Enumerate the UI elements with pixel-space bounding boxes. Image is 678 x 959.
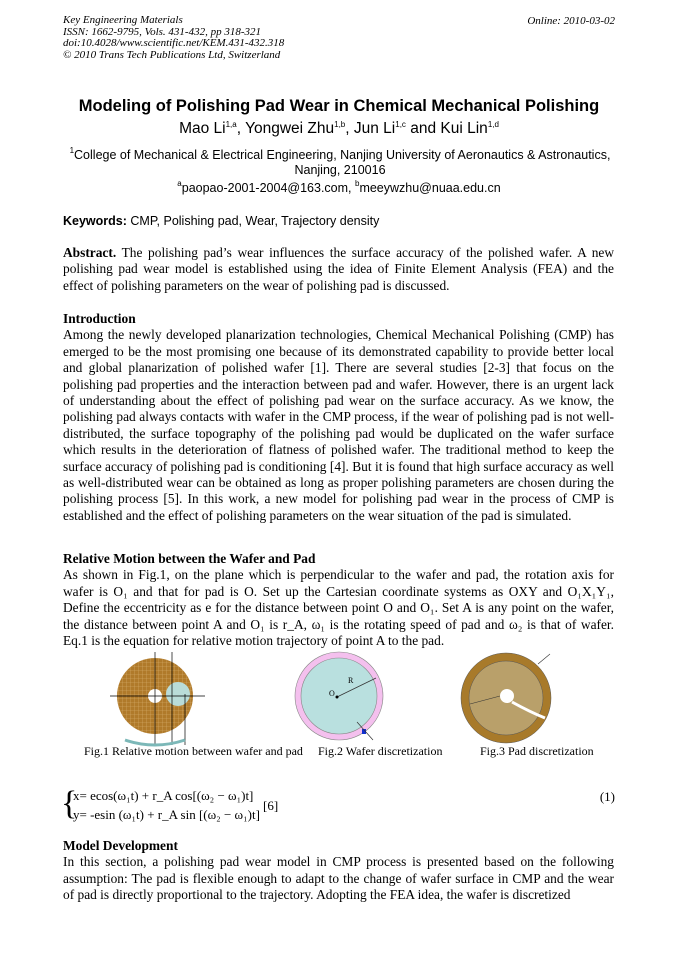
issn: ISSN: 1662-9795, Vols. 431-432, pp 318-321 — [63, 25, 261, 38]
keywords — [63, 214, 379, 228]
fig3-diagram — [460, 652, 560, 744]
email-b[interactable]: meeywzhu@nuaa.edu.cn — [359, 181, 501, 195]
keywords-text: CMP, Polishing pad, Wear, Trajectory density — [126, 214, 380, 228]
section-text: In this section, a polishing pad wear model in CMP process is presented based on the following assumption: The pad is flexible enough to adapt to the change of wafer surface in CMP and the wear of pad is directly proportional to the trajectory. Adopting the FEA idea, the wafer is discretized — [63, 854, 614, 903]
doi: doi:10.4028/www.scientific.net/KEM.431-432.318 — [63, 37, 285, 49]
equation-1 — [61, 785, 279, 824]
copyright: © 2010 Trans Tech Publications Ltd, Switzerland — [63, 48, 281, 61]
email-a[interactable]: paopao-2001-2004@163.com, — [181, 181, 355, 195]
emails — [0, 181, 678, 195]
abstract — [63, 245, 614, 294]
rm-label: R — [348, 676, 354, 685]
section-text: As shown in Fig.1, on the plane which is perpendicular to the wafer and pad, the rotation axis for wafer is O₁ and that for pad is O. Set up the Cartesian coordinate systems as OXY and O₁X₁Y₁, Define the eccentricity as e for the distance between point O and O₁. Set A is any point on the wafer, the distance between point A and O₁ is r_A, ω₁ is the rotating speed of pad and ω₂ is that of wafer. Eq.1 is the equation for relative motion trajectory of point A to the pad. — [63, 567, 614, 649]
sep: , — [345, 120, 354, 137]
section-heading: Model Development — [63, 838, 178, 853]
o1-label: O — [329, 689, 335, 698]
eq-ref[interactable]: [6] — [263, 798, 279, 813]
model-section — [63, 838, 614, 904]
sup-a: a — [177, 179, 182, 188]
sep: and — [405, 120, 441, 137]
fig2-diagram — [293, 650, 388, 745]
authors — [0, 120, 678, 138]
author-sup: 1,c — [395, 120, 406, 129]
equation-number: (1) — [599, 789, 615, 804]
online-date: Online: 2010-03-02 — [527, 15, 615, 27]
fig2-caption: Fig.2 Wafer discretization — [318, 744, 443, 758]
fig3-caption: Fig.3 Pad discretization — [480, 744, 594, 758]
author-sup: 1,a — [225, 120, 237, 129]
affil-text: College of Mechanical & Electrical Engineering, Nanjing University of Aeronautics & Astronautics, Nanjing, 210016 — [74, 148, 611, 177]
introduction-section — [63, 311, 614, 524]
brace: { — [61, 785, 78, 822]
section-text: Among the newly developed planarization technologies, Chemical Mechanical Polishing (CMP) has emerged to be the most promising one because of its demonstrated capability to provide better local and global planarization of polished wafer [1]. There are several studies [2-3] that focus on the polishing pad properties and the interaction between pad and wafer. However, there is an urgent lack of understanding about the effect of polishing pad wear on the surface accuracy. As we know, the polishing pad always contacts with wafer in the CMP process, if the wear of polishing pad is not well-distributed, the surface topography of the polishing pad would be duplicated on the wafer surface which results in the deterioration of flatness of polished wafer. The traditional method to keep the surface accuracy of polishing pad is conditioning [4]. But it is found that high surface accuracy as well as well-distributed wear can be obtained as long as proper polishing parameters are chosen during the polishing process [5]. In this work, a new model for polishing pad wear in the process of CMP is established and the effect of polishing parameters on the wear situation of the pad is simulated. — [63, 327, 614, 523]
journal-name: Key Engineering Materials — [63, 14, 183, 26]
journal-header — [63, 15, 284, 61]
abstract-text: The polishing pad’s wear influences the surface accuracy of the polished wafer. A new polishing pad wear model is established using the idea of Finite Element Analysis (FEA) and the effect of polishing parameters on the wear of polishing pad is discussed. — [63, 245, 614, 293]
author: Mao Li — [179, 120, 226, 137]
author: Kui Lin — [440, 120, 488, 137]
sep: , — [236, 120, 246, 137]
fig1-caption: Fig.1 Relative motion between wafer and pad — [84, 744, 303, 758]
section-heading: Relative Motion between the Wafer and Pad — [63, 551, 316, 566]
fig1-diagram — [110, 650, 245, 750]
affiliation — [60, 148, 620, 178]
author: Jun Li — [353, 120, 396, 137]
author-sup: 1,d — [487, 120, 499, 129]
author-sup: 1,b — [334, 120, 346, 129]
motion-section — [63, 551, 614, 649]
sup-b: b — [354, 179, 360, 188]
keywords-label: Keywords: — [63, 214, 127, 228]
eq-line2: y= -esin (ω₁t) + r_A sin [(ω₂ − ω₁)t] — [73, 807, 260, 822]
paper-title: Modeling of Polishing Pad Wear in Chemical Mechanical Polishing — [78, 97, 600, 115]
abstract-label: Abstract. — [63, 245, 117, 260]
section-heading: Introduction — [63, 311, 136, 326]
affil-sup: 1 — [69, 146, 75, 155]
eq-line1: x= ecos(ω₁t) + r_A cos[(ω₂ − ω₁)t] — [73, 788, 254, 803]
author: Yongwei Zhu — [245, 120, 335, 137]
